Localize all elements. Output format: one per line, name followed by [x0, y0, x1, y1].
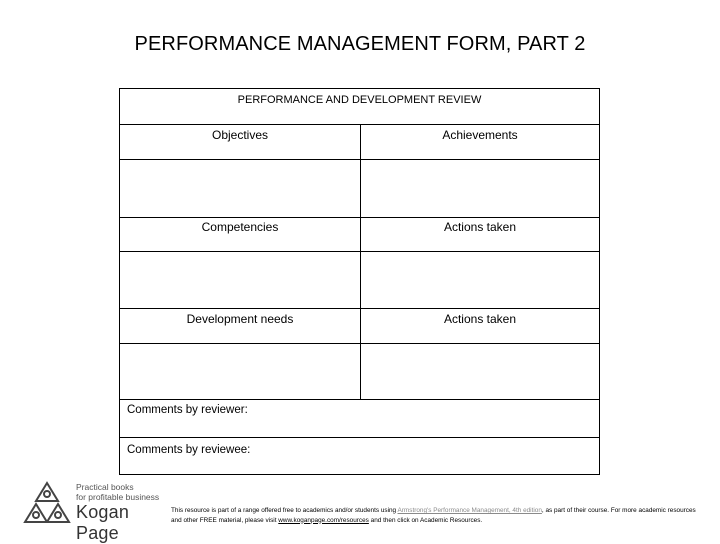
triangle-logo-icon [22, 480, 72, 530]
row-divider [120, 217, 599, 218]
objectives-field[interactable] [120, 160, 360, 217]
footer-text-1: This resource is part of a range offered free to academics and/or students using [171, 507, 398, 514]
tagline-line-2: for profitable business [76, 492, 160, 502]
development-needs-label: Development needs [186, 312, 294, 326]
actions-taken-label: Actions taken [443, 312, 517, 326]
kogan-page-logo [22, 478, 172, 543]
book-link[interactable]: Armstrong's Performance Management, 4th edition [397, 507, 542, 514]
review-form [119, 88, 600, 475]
logo-brand: Kogan Page [76, 502, 130, 543]
page-title: PERFORMANCE MANAGEMENT FORM, PART 2 [134, 33, 586, 55]
footer-text-2: , as part of their course. For more academic resources and other FREE material, please visit [171, 507, 696, 524]
footer-text-3: and then click on Academic Resources. [368, 516, 483, 524]
row-divider [120, 399, 599, 400]
footer-note [171, 506, 701, 525]
tagline-line-1: Practical books [76, 482, 134, 492]
development-needs-field[interactable] [120, 344, 360, 399]
competencies-actions-field[interactable] [361, 252, 599, 308]
row-divider [120, 308, 599, 309]
row-divider [120, 437, 599, 438]
achievements-label: Achievements [442, 128, 518, 142]
logo-tagline [76, 482, 159, 502]
form-header: PERFORMANCE AND DEVELOPMENT REVIEW [120, 89, 599, 125]
development-actions-field[interactable] [361, 344, 599, 399]
objectives-label: Objectives [211, 128, 269, 142]
resources-link[interactable]: www.koganpage.com/resources [278, 516, 369, 524]
comments-reviewer-label: Comments by reviewer: [127, 404, 248, 416]
competencies-label: Competencies [201, 220, 279, 234]
actions-taken-label: Actions taken [443, 220, 517, 234]
comments-reviewee-label: Comments by reviewee: [127, 444, 251, 456]
competencies-field[interactable] [120, 252, 360, 308]
achievements-field[interactable] [361, 160, 599, 217]
